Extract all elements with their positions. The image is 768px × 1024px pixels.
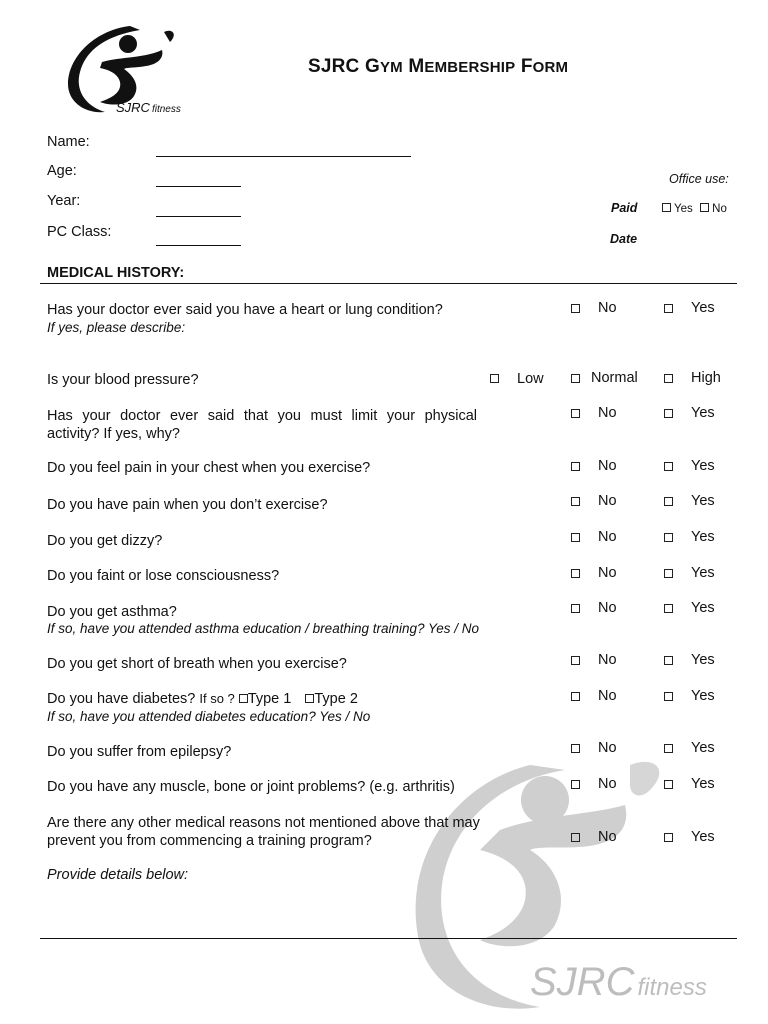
bp-high-label: High — [691, 370, 721, 386]
chest-pain-yes-label: Yes — [691, 458, 715, 474]
name-label: Name: — [47, 134, 90, 150]
question-diabetes-note: If so, have you attended diabetes education? Yes / No — [47, 709, 371, 724]
faint-no-label: No — [598, 565, 617, 581]
pc-class-label: PC Class: — [47, 224, 112, 240]
paid-yes-checkbox[interactable] — [662, 203, 671, 212]
dizzy-no-checkbox[interactable] — [571, 533, 580, 542]
question-heart-lung-note: If yes, please describe: — [47, 320, 186, 335]
question-other-reasons-line2: prevent you from commencing a training program? — [47, 833, 372, 849]
dizzy-yes-checkbox[interactable] — [664, 533, 673, 542]
short-breath-no-checkbox[interactable] — [571, 656, 580, 665]
question-limit-activity — [47, 407, 477, 443]
date-label: Date — [610, 232, 638, 246]
age-label: Age: — [47, 163, 77, 179]
watermark-sub: fitness — [637, 974, 707, 1001]
limit-activity-no-label: No — [598, 405, 617, 421]
name-field[interactable] — [156, 156, 411, 157]
muscle-bone-no-checkbox[interactable] — [571, 780, 580, 789]
epilepsy-no-checkbox[interactable] — [571, 744, 580, 753]
paid-label: Paid — [611, 201, 638, 215]
question-blood-pressure: Is your blood pressure? — [47, 372, 199, 388]
office-use-heading: Office use: — [669, 172, 729, 186]
epilepsy-yes-checkbox[interactable] — [664, 744, 673, 753]
paid-yes-label: Yes — [674, 203, 693, 215]
age-field[interactable] — [156, 186, 241, 187]
question-dizzy: Do you get dizzy? — [47, 533, 163, 549]
paid-no-label: No — [712, 203, 727, 215]
details-line[interactable] — [40, 938, 737, 939]
paid-options — [662, 203, 727, 215]
pain-no-exercise-no-checkbox[interactable] — [571, 497, 580, 506]
provide-details-label: Provide details below: — [47, 867, 189, 883]
year-field[interactable] — [156, 216, 241, 217]
question-asthma: Do you get asthma? — [47, 604, 177, 620]
bp-high-checkbox[interactable] — [664, 374, 673, 383]
bp-normal-label: Normal — [591, 370, 638, 386]
muscle-bone-yes-label: Yes — [691, 776, 715, 792]
watermark-text: SJRC — [530, 960, 635, 1004]
short-breath-yes-checkbox[interactable] — [664, 656, 673, 665]
diabetes-no-label: No — [598, 688, 617, 704]
asthma-yes-checkbox[interactable] — [664, 604, 673, 613]
diabetes-yes-label: Yes — [691, 688, 715, 704]
logo-text: SJRC — [116, 100, 150, 115]
pain-no-exercise-yes-label: Yes — [691, 493, 715, 509]
pain-no-exercise-yes-checkbox[interactable] — [664, 497, 673, 506]
paid-no-checkbox[interactable] — [700, 203, 709, 212]
pain-no-exercise-no-label: No — [598, 493, 617, 509]
asthma-no-checkbox[interactable] — [571, 604, 580, 613]
question-pain-no-exercise: Do you have pain when you don’t exercise? — [47, 497, 328, 513]
diabetes-no-checkbox[interactable] — [571, 692, 580, 701]
bp-low-checkbox[interactable] — [490, 374, 499, 383]
muscle-bone-no-label: No — [598, 776, 617, 792]
question-other-reasons — [47, 814, 480, 850]
faint-yes-label: Yes — [691, 565, 715, 581]
asthma-no-label: No — [598, 600, 617, 616]
chest-pain-no-label: No — [598, 458, 617, 474]
bp-low-label: Low — [517, 371, 544, 387]
question-epilepsy: Do you suffer from epilepsy? — [47, 744, 232, 760]
question-faint: Do you faint or lose consciousness? — [47, 568, 280, 584]
type2-label: Type 2 — [314, 691, 358, 707]
logo — [60, 22, 185, 117]
logo-sub: fitness — [151, 104, 181, 115]
diabetes-yes-checkbox[interactable] — [664, 692, 673, 701]
page-title: SJRC GYM MEMBERSHIP FORM — [308, 56, 569, 77]
question-diabetes — [47, 690, 358, 708]
short-breath-yes-label: Yes — [691, 652, 715, 668]
limit-activity-yes-checkbox[interactable] — [664, 409, 673, 418]
heart-lung-yes-checkbox[interactable] — [664, 304, 673, 313]
question-diabetes-text: Do you have diabetes? — [47, 691, 196, 707]
type1-label: Type 1 — [247, 691, 292, 707]
medical-history-heading: MEDICAL HISTORY: — [47, 265, 185, 281]
muscle-bone-yes-checkbox[interactable] — [664, 780, 673, 789]
heart-lung-no-checkbox[interactable] — [571, 304, 580, 313]
question-short-breath: Do you get short of breath when you exercise? — [47, 656, 347, 672]
faint-no-checkbox[interactable] — [571, 569, 580, 578]
section-divider — [40, 283, 737, 284]
year-label: Year: — [47, 193, 81, 209]
pc-class-field[interactable] — [156, 245, 241, 246]
question-limit-activity-line1: Has your doctor ever said that you must limit your physical — [47, 408, 477, 424]
chest-pain-no-checkbox[interactable] — [571, 462, 580, 471]
other-reasons-no-checkbox[interactable] — [571, 833, 580, 842]
question-asthma-note: If so, have you attended asthma education / breathing training? Yes / No — [47, 621, 480, 636]
dizzy-yes-label: Yes — [691, 529, 715, 545]
epilepsy-no-label: No — [598, 740, 617, 756]
heart-lung-no-label: No — [598, 300, 617, 316]
question-muscle-bone: Do you have any muscle, bone or joint problems? (e.g. arthritis) — [47, 779, 455, 795]
limit-activity-yes-label: Yes — [691, 405, 715, 421]
diabetes-if-so: If so ? — [199, 691, 235, 706]
question-limit-activity-line2: activity? If yes, why? — [47, 426, 180, 442]
other-reasons-yes-checkbox[interactable] — [664, 833, 673, 842]
faint-yes-checkbox[interactable] — [664, 569, 673, 578]
question-heart-lung: Has your doctor ever said you have a heart or lung condition? — [47, 302, 443, 318]
question-chest-pain: Do you feel pain in your chest when you exercise? — [47, 460, 371, 476]
bp-normal-checkbox[interactable] — [571, 374, 580, 383]
heart-lung-yes-label: Yes — [691, 300, 715, 316]
epilepsy-yes-label: Yes — [691, 740, 715, 756]
question-other-reasons-line1: Are there any other medical reasons not mentioned above that may — [47, 815, 480, 831]
other-reasons-yes-label: Yes — [691, 829, 715, 845]
dizzy-no-label: No — [598, 529, 617, 545]
short-breath-no-label: No — [598, 652, 617, 668]
chest-pain-yes-checkbox[interactable] — [664, 462, 673, 471]
asthma-yes-label: Yes — [691, 600, 715, 616]
type1-checkbox[interactable] — [239, 694, 248, 703]
limit-activity-no-checkbox[interactable] — [571, 409, 580, 418]
other-reasons-no-label: No — [598, 829, 617, 845]
